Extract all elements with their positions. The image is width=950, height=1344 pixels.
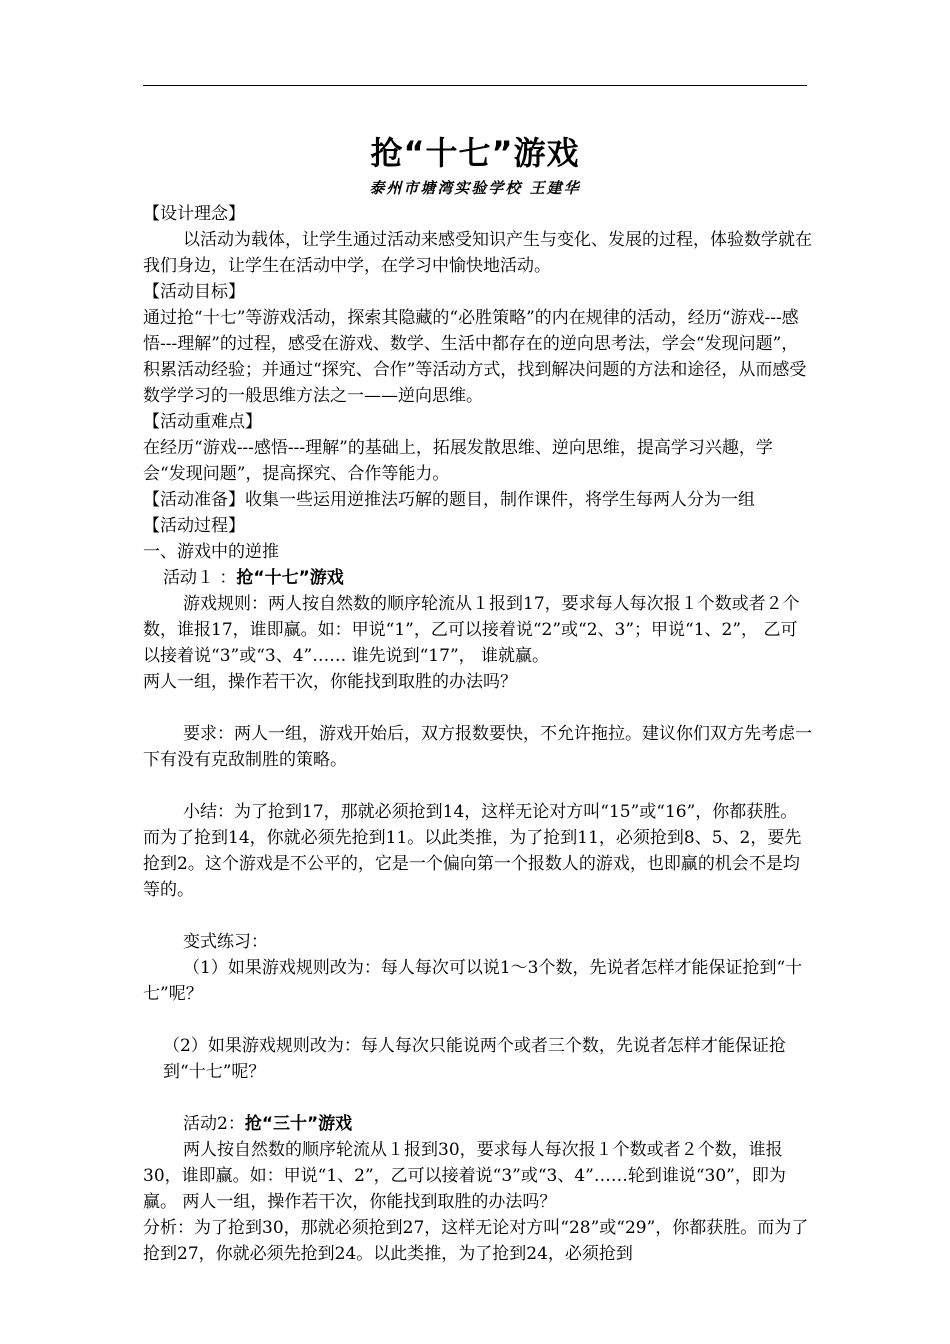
prep-paragraph xyxy=(143,487,813,513)
activity2-heading xyxy=(143,1111,813,1137)
rules2-text: 两人按自然数的顺序轮流从１报到30，要求每人每次报１个数或者２个数，谁报30，谁即赢。如：甲说“1、2”，乙可以接着说“3”或“3、4”……轮到谁说“30”，即为赢。 两人一组，操作若干次，你能找到取胜的办法吗？ xyxy=(143,1140,786,1212)
rules1-question: 两人一组，操作若干次，你能找到取胜的办法吗？ xyxy=(143,672,517,692)
page-title: 抢“十七”游戏 xyxy=(370,134,580,172)
activity1-label: 活动１ ： xyxy=(163,568,237,588)
document-body xyxy=(143,201,813,1267)
activity2-label: 活动2： xyxy=(183,1114,245,1134)
activity2-title: 抢“三十”游戏 xyxy=(244,1114,353,1134)
analysis-text: 分析：为了抢到30，那就必须抢到27，这样无论对方叫“28”或“29”，你都获胜。而为了抢到27，你就必须先抢到24。以此类推，为了抢到24，必须抢到 xyxy=(143,1218,809,1264)
spacer xyxy=(143,1085,813,1111)
spacer xyxy=(143,695,813,721)
header-rule xyxy=(143,85,807,86)
variant1-text: （1）如果游戏规则改为：每人每次可以说1～3个数，先说者怎样才能保证抢到“十七”呢？ xyxy=(143,958,803,1004)
author-line: 泰州市塘湾实验学校 王建华 xyxy=(369,179,581,197)
spacer xyxy=(143,1007,813,1033)
design-heading: 【设计理念】 xyxy=(143,204,245,224)
activity1-heading xyxy=(143,565,813,591)
variant-heading: 变式练习： xyxy=(183,932,268,952)
process-heading: 【活动过程】 xyxy=(143,516,245,536)
design-text: 以活动为载体，让学生通过活动来感受知识产生与变化、发展的过程，体验数学就在我们身边，让学生在活动中学，在学习中愉快地活动。 xyxy=(143,230,812,276)
requirement-text: 要求：两人一组，游戏开始后，双方报数要快，不允许拖拉。建议你们双方先考虑一下有没有克敌制胜的策略。 xyxy=(143,724,812,770)
rules1-text: 游戏规则：两人按自然数的顺序轮流从１报到17，要求每人每次报１个数或者２个数，谁报17，谁即赢。如：甲说“1”，乙可以接着说“2”或“2、3”；甲说“1、2”， 乙可以接着说“3”或“3、4”…… 谁先说到“17”， 谁就赢。 xyxy=(143,594,800,666)
goal-heading: 【活动目标】 xyxy=(143,282,245,302)
variant2-text: （2）如果游戏规则改为：每人每次只能说两个或者三个数，先说者怎样才能保证抢到“十七”呢？ xyxy=(163,1036,786,1082)
summary-text: 小结：为了抢到17，那就必须抢到14，这样无论对方叫“15”或“16”，你都获胜。而为了抢到14，你就必须先抢到11。以此类推，为了抢到11，必须抢到8、5、2，要先抢到2。这个游戏是不公平的，它是一个偏向第一个报数人的游戏，也即赢的机会不是均等的。 xyxy=(143,802,802,900)
prep-text: 收集一些运用逆推法巧解的题目，制作课件，将学生每两人分为一组 xyxy=(245,490,755,510)
prep-heading: 【活动准备】 xyxy=(143,490,245,510)
part1-heading: 一、游戏中的逆推 xyxy=(143,542,279,562)
key-heading: 【活动重难点】 xyxy=(143,412,262,432)
key-text: 在经历“游戏---感悟---理解”的基础上，拓展发散思维、逆向思维，提高学习兴趣，学会“发现问题”，提高探究、合作等能力。 xyxy=(143,438,773,484)
spacer xyxy=(143,903,813,929)
spacer xyxy=(143,773,813,799)
activity1-title: 抢“十七”游戏 xyxy=(236,568,344,588)
goal-text: 通过抢“十七”等游戏活动，探索其隐藏的“必胜策略”的内在规律的活动，经历“游戏---感悟---理解”的过程，感受在游戏、数学、生活中都存在的逆向思考法，学会“发现问题”，积累活动经验；并通过“探究、合作”等活动方式，找到解决问题的方法和途径，从而感受数学学习的一般思维方法之一——逆向思维。 xyxy=(143,308,807,406)
